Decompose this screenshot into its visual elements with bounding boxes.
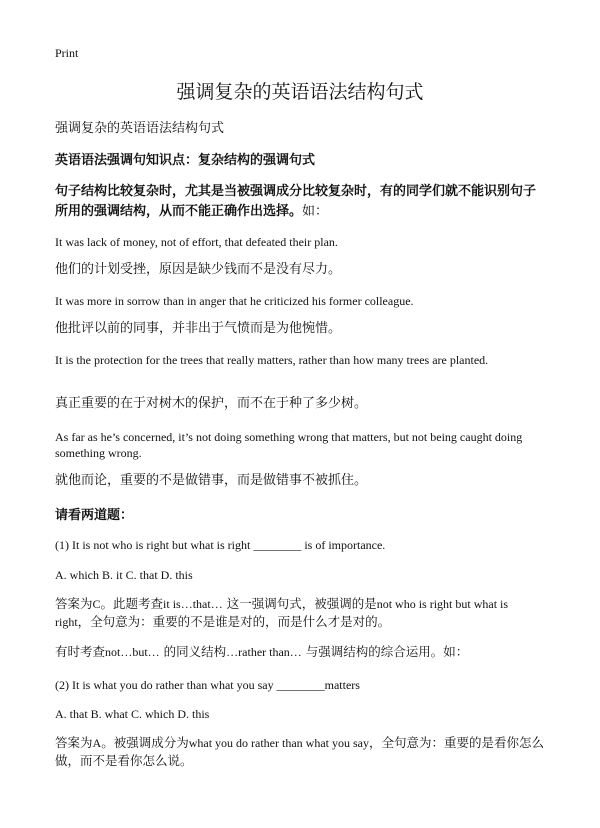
answer-2-meaning: ，全句意为：重要的是看你怎么做，而不是看你怎么说。 [55,735,545,768]
note-paragraph [55,643,545,661]
answer-1-part: 。此题考查 [100,596,164,611]
answer-2-part: 答案为 [55,735,93,750]
example-2-en: It was more in sorrow than in anger that he criticized his former colleague. [55,294,414,308]
intro-tail: 如： [302,204,329,219]
answer-1-focus: not who is right but what is right [55,597,509,629]
question-1-stem: (1) It is not who is right but what is right ________ is of importance. [55,538,386,552]
answer-1-part: 这一强调句式，被强调的是 [222,596,377,611]
answer-2-letter: A [92,736,102,750]
example-3-zh: 真正重要的在于对树木的保护，而不在于种了多少树。 [55,396,368,411]
subtitle: 强调复杂的英语语法结构句式 [55,121,225,136]
note-structure: …rather than… [226,645,302,659]
question-2-options: A. that B. what C. which D. this [55,707,210,721]
question-2-stem: (2) It is what you do rather than what you say ________matters [55,678,360,692]
answer-1-part: 答案为 [55,596,93,611]
example-1-en: It was lack of money, not of effort, that defeated their plan. [55,235,338,249]
answer-1-letter: C [92,597,101,611]
example-1-zh: 他们的计划受挫，原因是缺少钱而不是没有尽力。 [55,262,342,277]
intro-paragraph [55,182,545,222]
note-part: 的同义结构 [159,644,227,659]
example-2-zh: 他批评以前的同事，并非出于气愤而是为他惋惜。 [55,321,342,336]
answer-2-focus: what you do rather than what you say [188,736,369,750]
exercise-heading: 请看两道题： [55,508,134,523]
question-1-options: A. which B. it C. that D. this [55,568,193,582]
example-3-en: It is the protection for the trees that really matters, rather than how many trees are planted. [55,353,489,367]
page-title: 强调复杂的英语语法结构句式 [176,81,424,103]
note-part: 有时考查 [55,644,106,659]
example-4-en: As far as he’s concerned, it’s not doing something wrong that matters, but not being caught doing something wrong. [55,430,523,460]
answer-1-meaning: ，全句意为：重要的不是谁是对的，而是什么才是对的。 [77,614,391,629]
intro-bold: 句子结构比较复杂时，尤其是当被强调成分比较复杂时，有的同学们就不能识别句子所用的强调结构，从而不能正确作出选择。 [55,184,537,219]
question-2-answer [55,734,545,770]
note-part: 与强调结构的综合运用。如： [301,644,469,659]
print-label: Print [55,46,79,60]
section-heading: 英语语法强调句知识点：复杂结构的强调句式 [55,153,316,168]
note-structure: not…but… [105,645,160,659]
answer-2-part: 。被强调成分为 [101,735,189,750]
example-4-zh: 就他而论，重要的不是做错事，而是做错事不被抓住。 [55,473,368,488]
answer-1-structure: it is…that… [163,597,223,611]
question-1-answer [55,595,545,631]
